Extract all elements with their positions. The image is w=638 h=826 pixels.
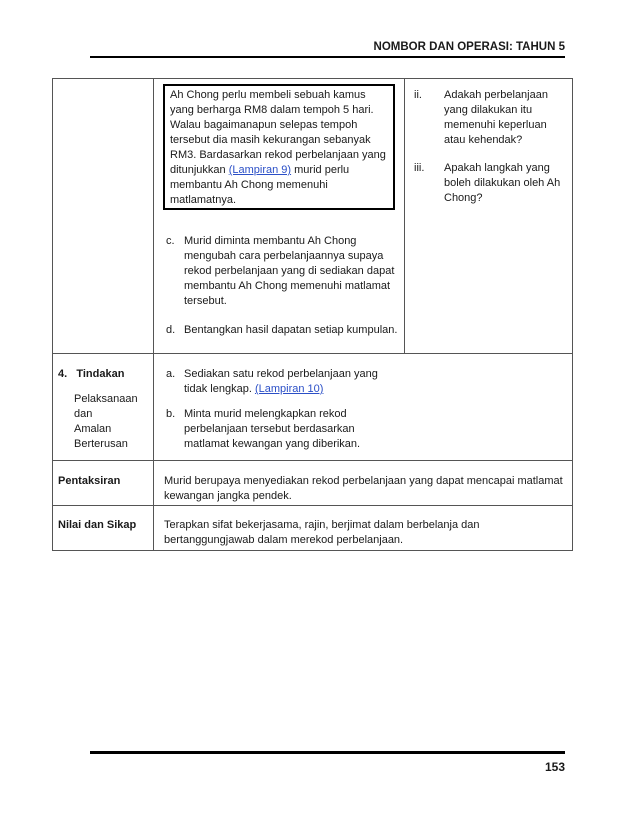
row-divider	[52, 460, 573, 461]
item-marker: a.	[166, 368, 176, 380]
step-marker: d.	[166, 324, 176, 336]
item-marker: b.	[166, 408, 176, 420]
question-list	[414, 88, 566, 206]
scenario-box	[163, 84, 395, 210]
nilai-sikap-text: Terapkan sifat bekerjasama, rajin, berjimat dalam berbelanja dan bertanggungjawab dalam merekod perbelanjaan.	[164, 519, 480, 546]
question-text: Adakah perbelanjaan yang dilakukan itu memenuhi keperluan atau kehendak?	[444, 89, 548, 146]
step-text: Murid diminta membantu Ah Chong mengubah cara perbelanjaannya supaya rekod perbelanjaan yang di sediakan dapat membantu Ah Chong memenuhi matlamat tersebut.	[184, 235, 395, 307]
step-text: Bentangkan hasil dapatan setiap kumpulan.	[184, 324, 398, 336]
header-rule	[90, 56, 565, 58]
tindakan-item-a	[166, 367, 398, 397]
step-item	[166, 323, 398, 338]
question-marker: iii.	[414, 162, 425, 174]
page-number: 153	[544, 760, 565, 774]
tindakan-label	[58, 367, 150, 452]
tindakan-items	[166, 367, 398, 452]
tindakan-heading	[58, 367, 150, 382]
item-text: Minta murid melengkapkan rekod perbelanjaan tersebut berdasarkan matlamat kewangan yang diberikan.	[184, 408, 361, 450]
question-item	[414, 161, 566, 206]
subtitle-line: dan	[74, 408, 93, 420]
item-text: Sediakan satu rekod perbelanjaan yang tidak lengkap.	[184, 368, 378, 395]
scenario-text: Ah Chong perlu membeli sebuah kamus yang berharga RM8 dalam tempoh 5 hari. Walau bagaimanapun selepas tempoh tersebut dia masih kekurangan sebanyak RM3. Bardasarkan rekod perbelanjaan yang ditunjukkan	[170, 89, 386, 176]
tindakan-number: 4.	[58, 368, 68, 380]
step-item	[166, 234, 398, 309]
footer-rule	[90, 751, 565, 754]
row-divider	[52, 353, 573, 354]
question-marker: ii.	[414, 89, 422, 101]
subtitle-line: Pelaksanaan	[74, 393, 138, 405]
column-divider	[153, 78, 154, 551]
pentaksiran-text: Murid berupaya menyediakan rekod perbelanjaan yang dapat mencapai matlamat kewangan jangka pendek.	[164, 475, 563, 502]
subtitle-line: Amalan	[74, 423, 112, 435]
step-list	[166, 234, 398, 338]
question-text: Apakah langkah yang boleh dilakukan oleh Ah Chong?	[444, 162, 561, 204]
lampiran-10-link[interactable]: (Lampiran 10)	[254, 383, 324, 395]
scenario-text-after: murid perlu membantu Ah Chong memenuhi matlamatnya.	[170, 164, 350, 206]
nilai-sikap-label: Nilai dan Sikap	[58, 519, 137, 531]
subtitle-line: Berterusan	[74, 438, 128, 450]
tindakan-item-b	[166, 407, 398, 452]
tindakan-title: Tindakan	[76, 368, 125, 380]
column-divider-right	[404, 78, 405, 353]
page-header-title: NOMBOR DAN OPERASI: TAHUN 5	[373, 41, 565, 53]
tindakan-subtitle	[58, 392, 150, 452]
lampiran-9-link[interactable]: (Lampiran 9)	[228, 164, 292, 176]
step-marker: c.	[166, 235, 175, 247]
pentaksiran-label: Pentaksiran	[58, 475, 121, 487]
row-divider	[52, 505, 573, 506]
question-item	[414, 88, 566, 148]
